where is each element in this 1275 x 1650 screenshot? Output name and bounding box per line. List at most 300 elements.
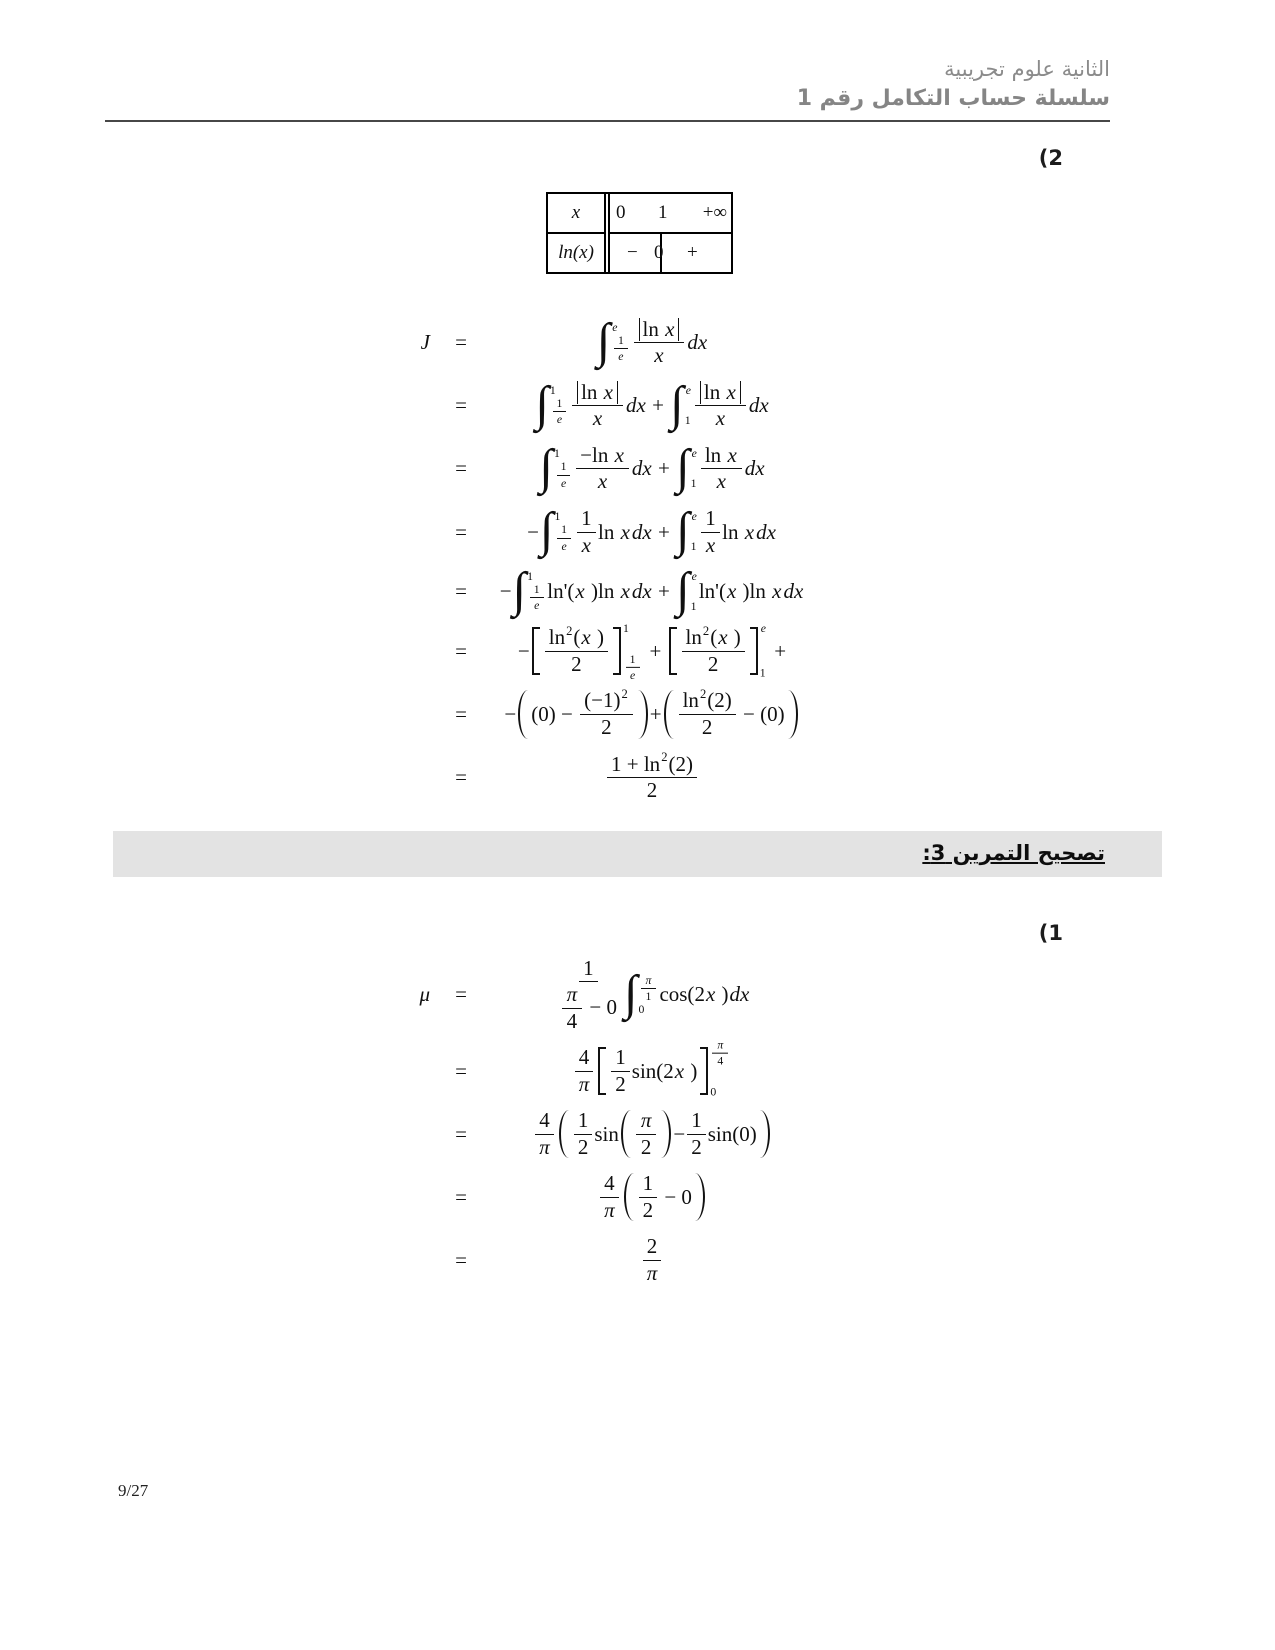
equation-j-line-5 [330, 562, 1275, 618]
math-mi: e [691, 570, 697, 584]
math-bl [598, 1047, 606, 1095]
math-d [574, 1072, 595, 1097]
math-l [550, 397, 569, 426]
math-mi: dx [687, 330, 708, 355]
math-mi: e [760, 622, 766, 636]
math-msup [702, 624, 710, 638]
math-lims [690, 447, 698, 490]
equation-mu-line-5 [330, 1235, 1275, 1285]
math-mgrp [598, 1038, 730, 1099]
math-mr [538, 439, 765, 495]
math-mi: x [674, 1058, 685, 1083]
math-mt: sin [594, 1121, 619, 1146]
math-l [691, 601, 698, 613]
math-mgrp [559, 1109, 770, 1159]
equals-sign: = [455, 701, 467, 726]
math-mt: ln [704, 442, 727, 467]
math-g: ∫ [535, 376, 549, 432]
math-mt: + [652, 579, 676, 604]
math-n [682, 623, 745, 652]
math-n [712, 1039, 728, 1054]
math-mt: 1 [617, 334, 624, 348]
math-mr [499, 562, 805, 618]
math-n [634, 318, 685, 344]
math-mt: 2 [646, 1234, 658, 1259]
math-l [691, 541, 698, 553]
math-mt: − [504, 701, 517, 726]
math-n [557, 460, 571, 475]
math-mgrp [532, 622, 642, 683]
math-mt: ln [581, 379, 603, 404]
math-lims [526, 570, 546, 613]
math-mt: ln [598, 519, 620, 544]
math-mr [527, 502, 777, 558]
math-l [554, 523, 573, 552]
math-mf [611, 1046, 630, 1096]
math-n [562, 983, 583, 1009]
math-msup [699, 687, 707, 701]
math-n [580, 686, 633, 715]
math-mt: 2 [707, 651, 719, 676]
math-mt: − (0) [737, 701, 785, 726]
math-mi: dx [631, 519, 652, 544]
math-mi: x [705, 532, 716, 557]
math-mf [580, 686, 633, 739]
math-d [552, 412, 567, 426]
math-mi: x [705, 982, 716, 1007]
math-mabs [577, 381, 618, 405]
math-pl [664, 690, 674, 738]
equation-j-line-7 [330, 686, 1275, 739]
math-br [750, 627, 758, 675]
math-mint [512, 562, 547, 618]
math-u [527, 571, 546, 583]
math-mt: 1 [615, 1045, 626, 1070]
math-mint [676, 562, 698, 618]
math-mt: 0 [710, 1085, 717, 1099]
math-mf [712, 1039, 728, 1068]
math-pr [661, 1110, 671, 1158]
math-mr [581, 381, 614, 405]
math-mf [574, 1109, 593, 1159]
math-n [577, 507, 596, 533]
math-mr [517, 622, 787, 683]
math-d [556, 476, 571, 490]
math-mint [539, 502, 574, 558]
math-mt: 2 [702, 623, 710, 638]
math-mt: ln'( [698, 579, 726, 604]
math-n [553, 397, 567, 412]
math-mt: + [646, 393, 670, 418]
math-mt: sin( [631, 1058, 664, 1083]
math-pr [760, 1110, 770, 1158]
math-mi: dx [631, 456, 652, 481]
math-mt: 1 [684, 413, 691, 427]
math-mi: x [597, 469, 608, 494]
math-mt: 2 [571, 651, 582, 676]
math-mt: 2 [646, 778, 658, 803]
math-mr [584, 686, 629, 713]
math-n [679, 686, 736, 715]
math-mi: e [685, 384, 691, 398]
math-mt: ) [716, 982, 729, 1007]
math-g: ∫ [512, 562, 527, 618]
math-mt: ) [728, 625, 741, 650]
math-mf [613, 334, 628, 363]
equation-rhs [492, 749, 812, 803]
math-mt: 2 [663, 1058, 674, 1083]
math-mt: 1 [549, 384, 556, 398]
math-d [567, 652, 586, 677]
equation-rhs [492, 622, 812, 683]
math-lims [684, 384, 692, 427]
math-mint [676, 502, 698, 558]
math-u [623, 623, 642, 635]
math-mi: π [640, 1108, 652, 1133]
math-mi: x [575, 579, 585, 604]
math-d [574, 1135, 593, 1160]
math-mr [554, 957, 751, 1034]
math-mr [685, 623, 741, 650]
equation-j-line-8 [330, 749, 1275, 803]
math-mf [556, 957, 621, 1034]
math-n [535, 1109, 554, 1135]
math-n [545, 623, 608, 652]
equation-j-line-4 [330, 502, 1275, 558]
math-mint [539, 439, 573, 495]
math-gc [528, 686, 637, 739]
math-mi: π [646, 1260, 658, 1285]
math-u [691, 511, 698, 523]
math-mr [643, 318, 676, 342]
math-mt: ) [685, 1058, 698, 1083]
math-mt: 2 [621, 686, 628, 701]
math-n [701, 507, 720, 533]
x-value-infinity: +∞ [702, 201, 727, 223]
math-mi: e [618, 350, 624, 364]
math-mt: 1 [560, 460, 567, 474]
math-mr [640, 1235, 665, 1285]
x-value-0: 0 [616, 201, 626, 223]
math-d [534, 1135, 555, 1160]
math-mr [609, 1046, 697, 1096]
math-gc [540, 623, 613, 676]
math-mi: x [727, 442, 737, 467]
math-lims [610, 321, 630, 364]
equals-sign: = [455, 330, 467, 355]
sign-table [546, 192, 733, 274]
math-mt: ln [682, 688, 699, 713]
math-d [625, 668, 640, 682]
math-mf [679, 686, 736, 739]
math-u [611, 322, 630, 334]
math-mi: e [691, 510, 697, 524]
math-mt: 4 [578, 1045, 590, 1070]
math-mt: (2) [707, 688, 732, 713]
math-mr [504, 686, 799, 739]
math-l [639, 1004, 659, 1016]
math-d [642, 1261, 663, 1286]
math-mabs [639, 318, 680, 342]
math-n [579, 957, 598, 983]
math-mf [636, 1109, 657, 1159]
math-mi: x [726, 379, 736, 404]
math-d [701, 533, 720, 558]
equals-sign: = [455, 456, 467, 481]
math-mf [577, 507, 596, 557]
page-number: 9/27 [118, 1481, 149, 1500]
math-mt: 2 [566, 623, 573, 638]
math-pl [624, 1173, 634, 1221]
equation-j-line-1 [330, 313, 1275, 369]
math-mr [677, 686, 785, 739]
equals-sign: = [455, 1058, 467, 1083]
math-n [687, 1109, 706, 1135]
math-mf [562, 983, 583, 1033]
math-mi: dx [729, 982, 750, 1007]
math-d [704, 652, 723, 677]
math-mi: x [620, 519, 630, 544]
math-mr [704, 381, 737, 405]
math-mr [611, 749, 693, 777]
math-n [572, 381, 623, 407]
math-mf [576, 444, 629, 494]
math-mi: dx [744, 456, 765, 481]
math-mt: 1 [553, 447, 560, 461]
math-mt: 1 [690, 539, 697, 553]
equation-rhs [492, 957, 812, 1034]
math-mt: 2 [699, 686, 707, 701]
math-mt: 2 [661, 749, 668, 764]
math-mt: ln'( [547, 579, 575, 604]
math-lims [690, 570, 698, 613]
math-glims [621, 622, 642, 683]
math-pl [518, 690, 528, 738]
sign-negative: − [627, 241, 638, 263]
equation-rhs [492, 1172, 812, 1222]
math-mabs [700, 381, 741, 405]
math-mt: sin(0) [707, 1121, 757, 1146]
math-u [554, 448, 573, 460]
math-mf [556, 460, 571, 489]
math-mi: dx [756, 519, 776, 544]
math-mf [574, 1046, 595, 1096]
exercise-3-derivation [330, 957, 1275, 1286]
math-mf [529, 583, 544, 612]
math-br [613, 627, 621, 675]
math-n [557, 523, 571, 538]
math-n [643, 1235, 662, 1261]
math-mf [641, 974, 657, 1003]
math-g: ∫ [539, 502, 554, 558]
math-mt: 2 [642, 1197, 654, 1222]
equation-mu-line-3 [330, 1109, 1275, 1159]
math-d [577, 533, 596, 558]
math-d [687, 1135, 706, 1160]
math-d [611, 1072, 630, 1097]
math-d [563, 1009, 582, 1034]
math-n [575, 1046, 594, 1072]
math-u [760, 623, 767, 635]
math-mf [682, 623, 745, 676]
math-msup [620, 687, 628, 701]
math-glims [758, 622, 767, 680]
math-u [639, 974, 659, 1003]
math-n [636, 1109, 657, 1135]
math-mi: e [534, 599, 540, 613]
math-mt: 1 [527, 570, 533, 584]
math-mt: 1 [533, 583, 540, 597]
math-l [710, 1087, 730, 1099]
equals-sign: = [455, 1184, 467, 1209]
math-mt: 1 [577, 1108, 589, 1133]
math-mi: x [654, 343, 664, 368]
math-lims [553, 510, 573, 553]
math-mt: 2 [601, 714, 612, 739]
math-n [607, 749, 697, 779]
math-mt: ln [685, 625, 702, 650]
math-mgrp [621, 1109, 672, 1159]
math-mt: ln [642, 316, 665, 341]
math-mt: 1 + ln [611, 751, 661, 776]
math-mt: 4 [566, 1008, 578, 1033]
math-mi: x [581, 625, 591, 650]
math-mt: −ln [580, 442, 614, 467]
math-l [760, 667, 767, 679]
math-msup [565, 624, 573, 638]
math-mi: e [691, 447, 697, 461]
math-g: ∫ [670, 376, 684, 432]
math-n [530, 583, 544, 598]
math-mi: π [604, 1197, 615, 1222]
equals-sign: = [455, 579, 467, 604]
math-mt: 4 [604, 1171, 615, 1196]
equals-sign: = [455, 1121, 467, 1146]
math-mt: ( [573, 625, 581, 650]
math-d [588, 406, 607, 431]
math-mf [695, 381, 746, 431]
math-mf [572, 381, 623, 431]
math-mf [607, 749, 697, 803]
math-msup [660, 750, 668, 764]
math-mt: ( [710, 625, 718, 650]
math-mt: 2 [615, 1071, 626, 1096]
math-mf [556, 523, 571, 552]
x-value-1: 1 [658, 201, 668, 223]
math-d [593, 469, 612, 494]
math-g: ∫ [676, 439, 690, 495]
math-mt: + [652, 519, 676, 544]
sign-zero: 0 [654, 241, 664, 263]
math-mt: 2 [640, 1134, 652, 1159]
math-pr [638, 690, 648, 738]
math-d [599, 1198, 620, 1223]
math-lims [690, 510, 698, 553]
math-mi: π [539, 1134, 550, 1159]
math-mt: 1 [556, 397, 563, 411]
math-mi: e [612, 321, 618, 335]
math-mi: e [560, 476, 567, 490]
math-mt: 1 [622, 622, 629, 636]
math-mi: π [717, 1038, 724, 1052]
math-mgrp [669, 622, 767, 680]
math-mt: 1 [690, 599, 697, 613]
math-g: ∫ [539, 439, 553, 495]
math-mi: x [592, 406, 603, 431]
math-mgrp [624, 1172, 705, 1222]
equation-lhs: μ [419, 982, 430, 1007]
math-pl [559, 1110, 569, 1158]
math-d [637, 1135, 656, 1160]
math-mi: dx [783, 579, 804, 604]
math-l [623, 653, 642, 682]
math-mi: e [629, 669, 636, 683]
math-mr [580, 444, 625, 468]
math-mi: π [578, 1071, 590, 1096]
math-mr [597, 1172, 707, 1222]
equals-sign: = [455, 982, 467, 1007]
part-2-label: (2 [1038, 145, 1063, 170]
math-mi: π [645, 974, 652, 988]
math-g: ∫ [624, 965, 638, 1021]
equation-mu-line-2 [330, 1038, 1275, 1099]
equation-rhs [492, 1235, 812, 1285]
math-mt: + [652, 456, 676, 481]
section-header-bar [113, 831, 1162, 877]
sign-table-fn-cell: ln(x) [548, 232, 604, 272]
math-d [712, 469, 731, 494]
math-g: ∫ [676, 562, 690, 618]
math-d [639, 1198, 658, 1223]
equation-rhs [492, 439, 812, 495]
equation-rhs [492, 686, 812, 739]
math-n [600, 1172, 619, 1198]
math-mf [634, 318, 685, 368]
math-mt: − 0 [659, 1184, 692, 1209]
sign-table-values-column [610, 194, 731, 272]
math-mt: 1 [642, 1171, 654, 1196]
math-mt: 1 [705, 505, 716, 530]
math-mt: ln [749, 579, 772, 604]
math-mt: − [517, 638, 530, 663]
math-d [711, 406, 730, 431]
math-n [574, 1109, 593, 1135]
math-mi: x [665, 316, 675, 341]
math-g: ∫ [596, 313, 611, 369]
equation-j-line-3 [330, 439, 1275, 495]
math-mi: dx [626, 393, 646, 418]
math-mr [705, 444, 738, 468]
sign-table-header-column [548, 194, 610, 272]
math-gc [606, 1046, 700, 1096]
equals-sign: = [455, 393, 467, 418]
math-n [639, 1172, 658, 1198]
math-n [626, 653, 640, 668]
math-mf [642, 1235, 663, 1285]
math-u [691, 571, 698, 583]
equation-j-line-6 [330, 622, 1275, 683]
math-mf [625, 653, 640, 682]
math-mf [687, 1109, 706, 1159]
equals-sign: = [455, 1247, 467, 1272]
math-mt: − 0 [584, 995, 618, 1020]
math-mt: 4 [717, 1054, 724, 1068]
math-mi: x [603, 379, 613, 404]
math-gc [631, 1109, 662, 1159]
equation-mu-line-1 [330, 957, 1275, 1034]
equation-j-line-2 [330, 376, 1275, 432]
math-mt: + [768, 638, 787, 663]
